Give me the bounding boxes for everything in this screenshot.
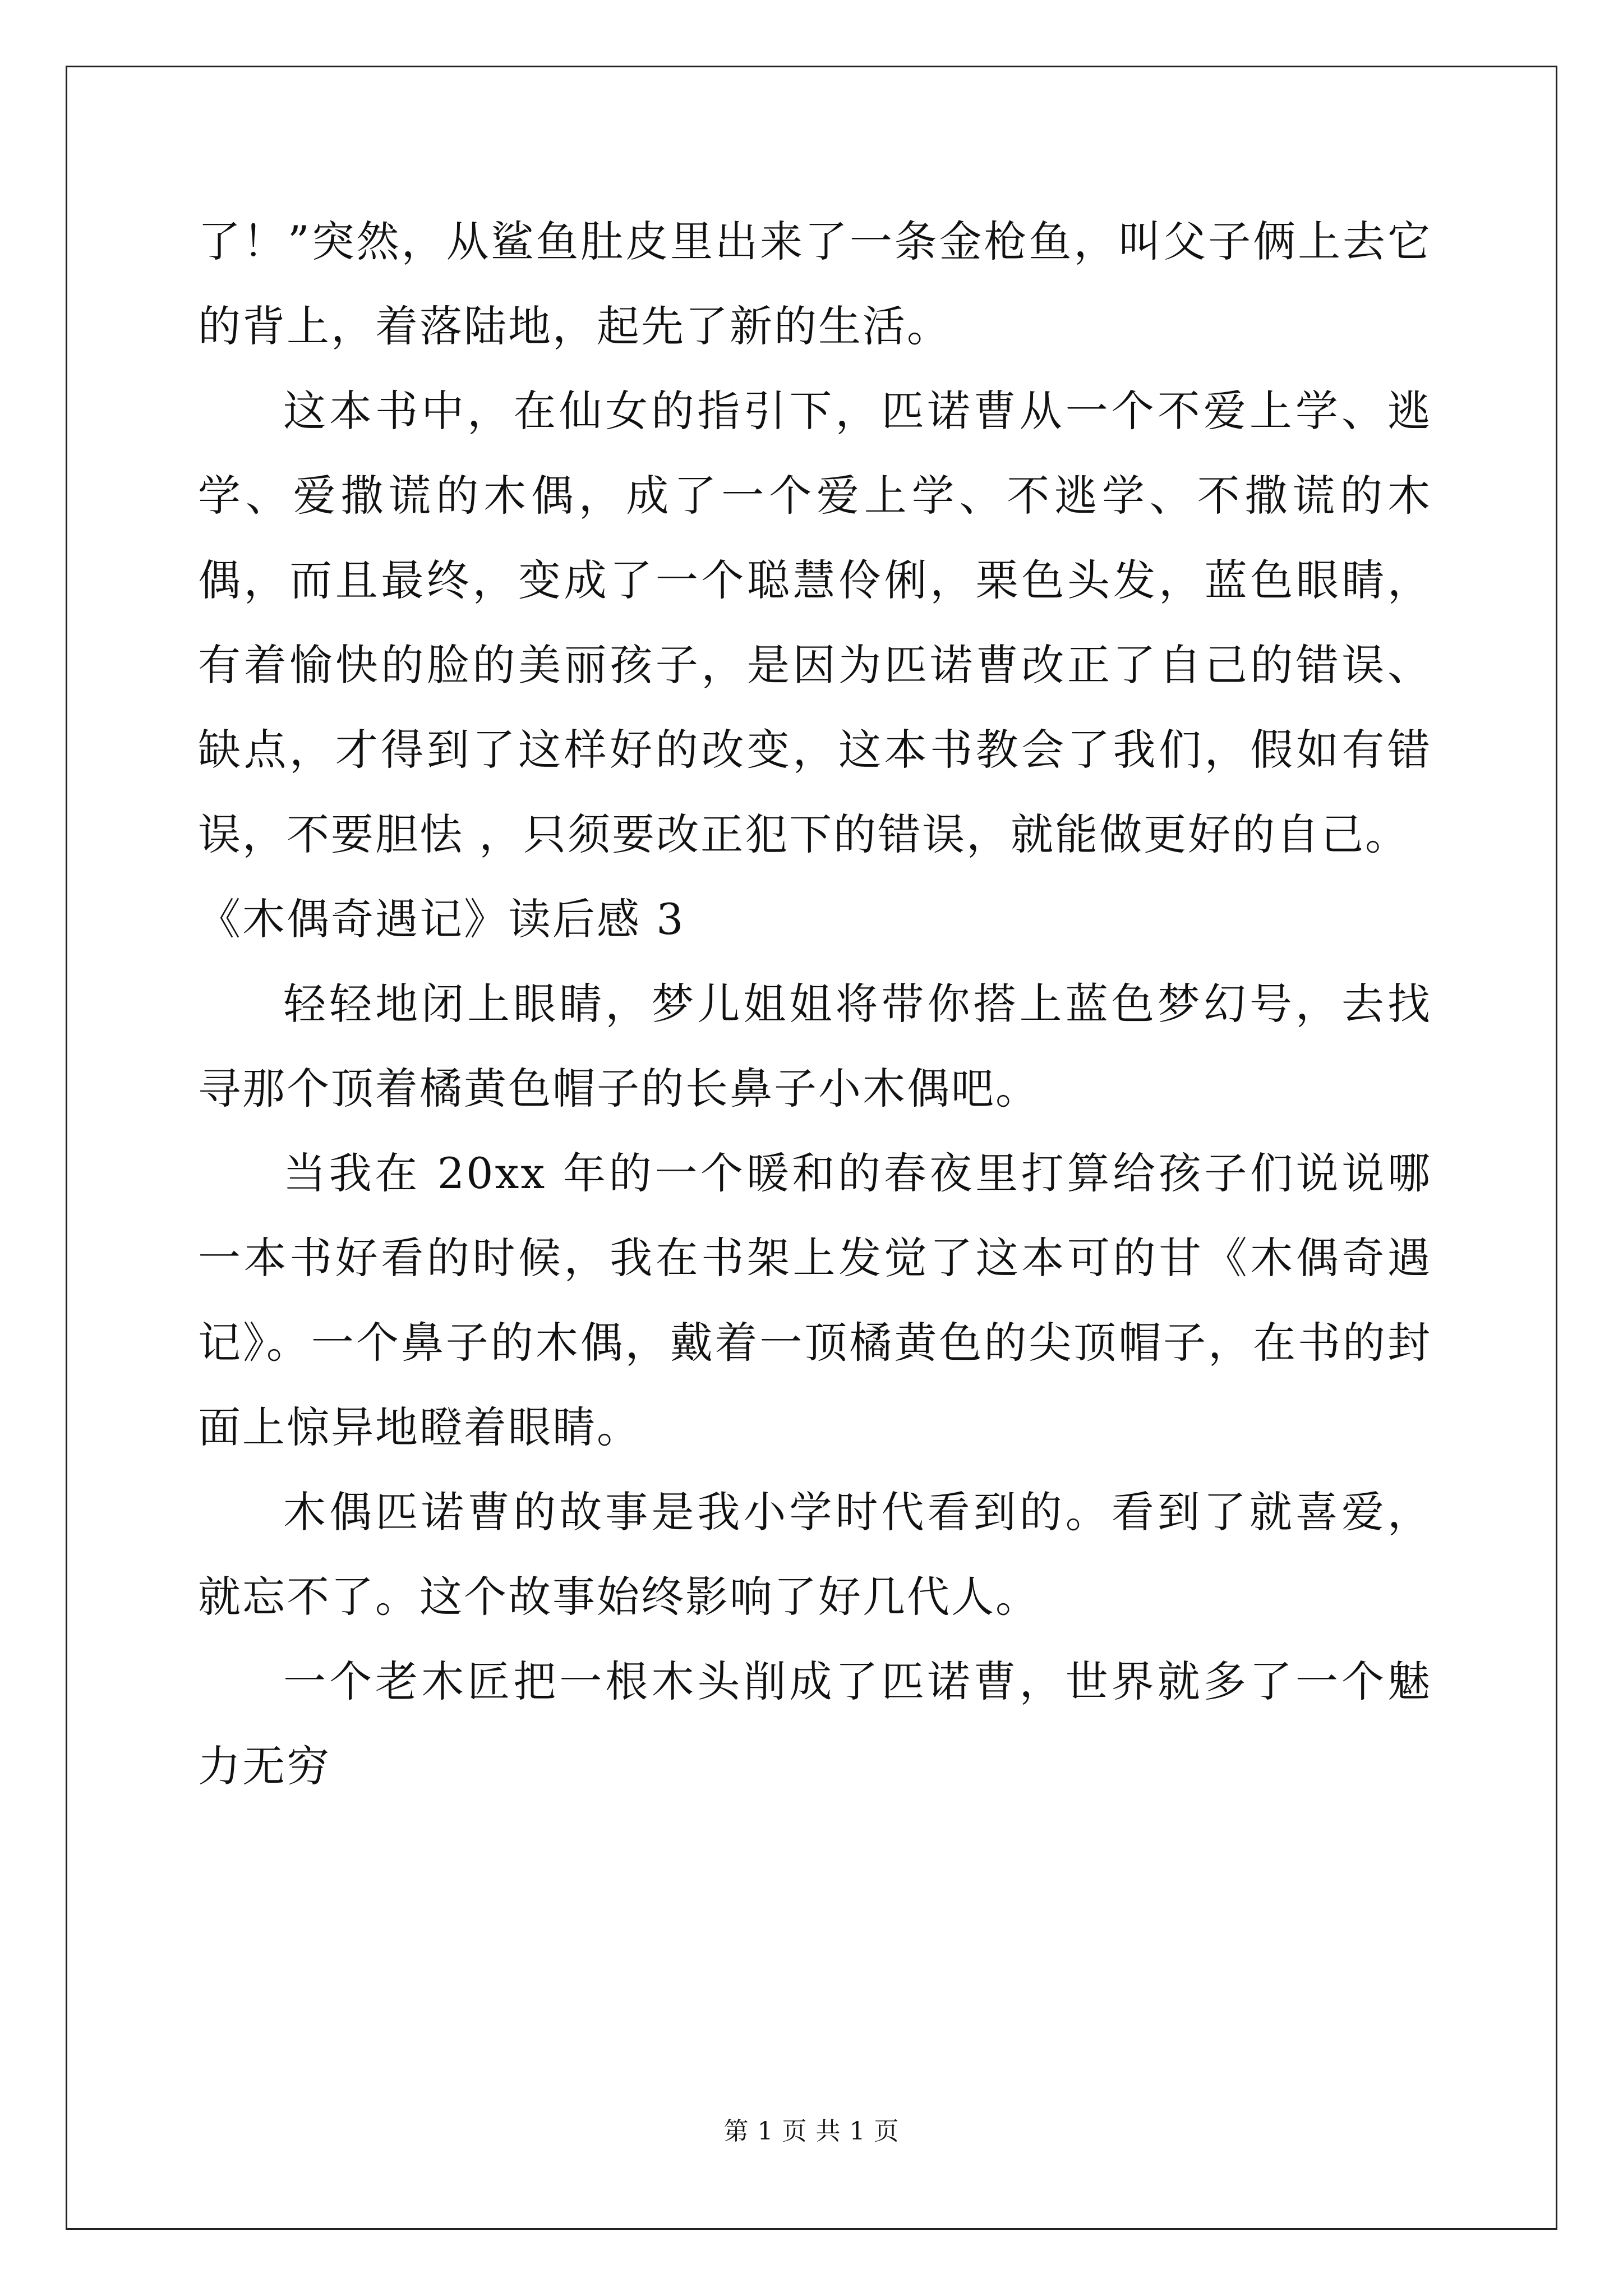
paragraph: 这本书中，在仙女的指引下，匹诺曹从一个不爱上学、逃学、爱撒谎的木偶，成了一个爱上学、不逃学、不撒谎的木偶，而且最终，变成了一个聪慧伶俐，栗色头发，蓝色眼睛，有着愉快的脸的美丽孩子，是因为匹诺曹改正了自己的错误、缺点，才得到了这样好的改变，这本书教会了我们，假如有错误，不要胆怯 ，只须要改正犯下的错误，就能做更好的自己。 bbox=[198, 386, 1432, 859]
paragraph: 一个老木匠把一根木头削成了匹诺曹，世界就多了一个魅力无穷 bbox=[198, 1657, 1432, 1791]
paragraph: 了！”突然，从鲨鱼肚皮里出来了一条金枪鱼，叫父子俩上去它的背上，着落陆地，起先了新的生活。 bbox=[198, 217, 1432, 351]
paragraph: 轻轻地闭上眼睛，梦儿姐姐将带你搭上蓝色梦幻号，去找寻那个顶着橘黄色帽子的长鼻子小木偶吧。 bbox=[198, 979, 1432, 1114]
document-body bbox=[198, 199, 1432, 1809]
paragraph: 当我在 20xx 年的一个暖和的春夜里打算给孩子们说说哪一本书好看的时候，我在书架上发觉了这本可的甘《木偶奇遇记》。一个鼻子的木偶，戴着一顶橘黄色的尖顶帽子，在书的封面上惊异地瞪着眼睛。 bbox=[198, 1148, 1432, 1452]
page-footer: 第 1 页 共 1 页 bbox=[723, 2117, 900, 2146]
section-heading: 《木偶奇遇记》读后感 3 bbox=[198, 894, 685, 944]
paragraph: 木偶匹诺曹的故事是我小学时代看到的。看到了就喜爱，就忘不了。这个故事始终影响了好几代人。 bbox=[198, 1487, 1432, 1622]
